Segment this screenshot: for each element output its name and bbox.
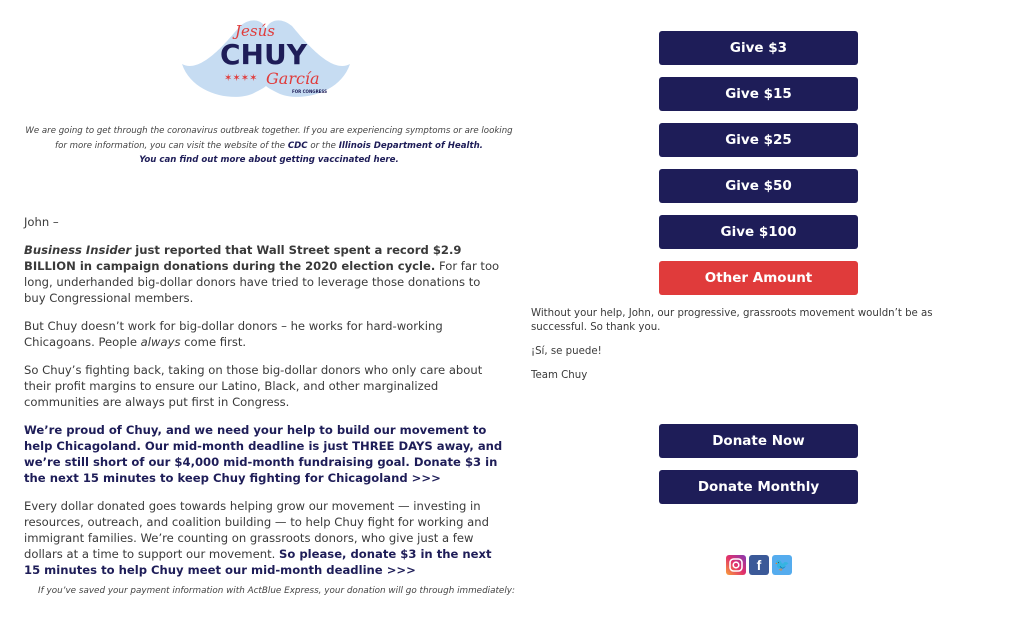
donate-link[interactable]: So please, donate $3 in the next 15 minutes to help Chuy meet our mid-month deadline >>> bbox=[24, 547, 492, 577]
paragraph-1 bbox=[24, 242, 504, 306]
facebook-icon[interactable]: f bbox=[749, 555, 769, 575]
cdc-link[interactable]: CDC bbox=[287, 140, 308, 151]
donate-link-paragraph[interactable]: We’re proud of Chuy, and we need your help to build our movement to help Chicagoland. Our mid-month deadline is just THREE DAYS away, and we’re still short of our $4,000 mid-month fundraising goal. Donate $3 in the next 15 minutes to keep Chuy fighting for Chicagoland >>> bbox=[24, 423, 503, 485]
paragraph-3: So Chuy’s fighting back, taking on those big-dollar donors who only care about their profit margins to ensure our Latino, Black, and other marginalized communities are always put first in Congress. bbox=[24, 363, 483, 409]
emphasis: always bbox=[140, 335, 181, 349]
covid-notice bbox=[24, 124, 514, 168]
text: Every dollar donated goes towards helping grow our movement — investing in resources, outreach, and coalition building — to help Chuy fight for working and immigrant families. We’re counting on grassroots donors, who give just a few dollars at a time to support our movement. bbox=[24, 499, 489, 561]
svg-text:CHUY: CHUY bbox=[220, 38, 307, 71]
text: come first. bbox=[180, 335, 247, 349]
instagram-icon[interactable] bbox=[726, 555, 746, 575]
social-links bbox=[726, 555, 792, 575]
donate-monthly-button[interactable]: Donate Monthly bbox=[659, 470, 858, 504]
give-3-button[interactable]: Give $3 bbox=[659, 31, 858, 65]
paragraph-5 bbox=[24, 498, 504, 578]
bold-text: just reported that Wall Street spent a record $2.9 BILLION in campaign donations during the 2020 election cycle. bbox=[24, 243, 462, 273]
actblue-express-note: If you’ve saved your payment information with ActBlue Express, your donation will go through immediately: bbox=[38, 586, 515, 596]
donate-now-button[interactable]: Donate Now bbox=[659, 424, 858, 458]
thank-you-text: Without your help, John, our progressive, grassroots movement wouldn’t be as successful. So thank you. bbox=[531, 308, 933, 333]
twitter-icon[interactable]: 🐦 bbox=[772, 555, 792, 575]
email-body bbox=[24, 214, 504, 590]
give-25-button[interactable]: Give $25 bbox=[659, 123, 858, 157]
give-15-button[interactable]: Give $15 bbox=[659, 77, 858, 111]
closing-text bbox=[531, 307, 991, 393]
give-50-button[interactable]: Give $50 bbox=[659, 169, 858, 203]
source: Business Insider bbox=[24, 243, 132, 257]
greeting: John – bbox=[24, 215, 59, 229]
campaign-logo bbox=[180, 16, 352, 102]
text: For far too long, underhanded big-dollar donors have tried to leverage those donations to buy Congressional members. bbox=[24, 259, 500, 305]
svg-text:García: García bbox=[266, 69, 320, 88]
slogan: ¡Sí, se puede! bbox=[531, 346, 602, 357]
text: But Chuy doesn’t work for big-dollar donors – he works for hard-working Chicagoans. People bbox=[24, 319, 443, 349]
other-amount-button[interactable]: Other Amount bbox=[659, 261, 858, 295]
give-100-button[interactable]: Give $100 bbox=[659, 215, 858, 249]
notice-text: We are going to get through the coronavirus outbreak together. If you are experiencing symptoms or are looking for more information, you can visit the website of the bbox=[25, 126, 513, 151]
signature: Team Chuy bbox=[531, 370, 588, 381]
idph-link[interactable]: Illinois Department of Health. bbox=[338, 140, 483, 151]
svg-text:✶✶✶✶: ✶✶✶✶ bbox=[224, 73, 258, 84]
paragraph-2 bbox=[24, 318, 504, 350]
svg-text:FOR CONGRESS: FOR CONGRESS bbox=[292, 89, 327, 94]
notice-text: or the bbox=[307, 140, 339, 151]
svg-text:Jesús: Jesús bbox=[235, 22, 275, 40]
vaccine-link[interactable]: You can find out more about getting vaccinated here. bbox=[139, 155, 399, 165]
